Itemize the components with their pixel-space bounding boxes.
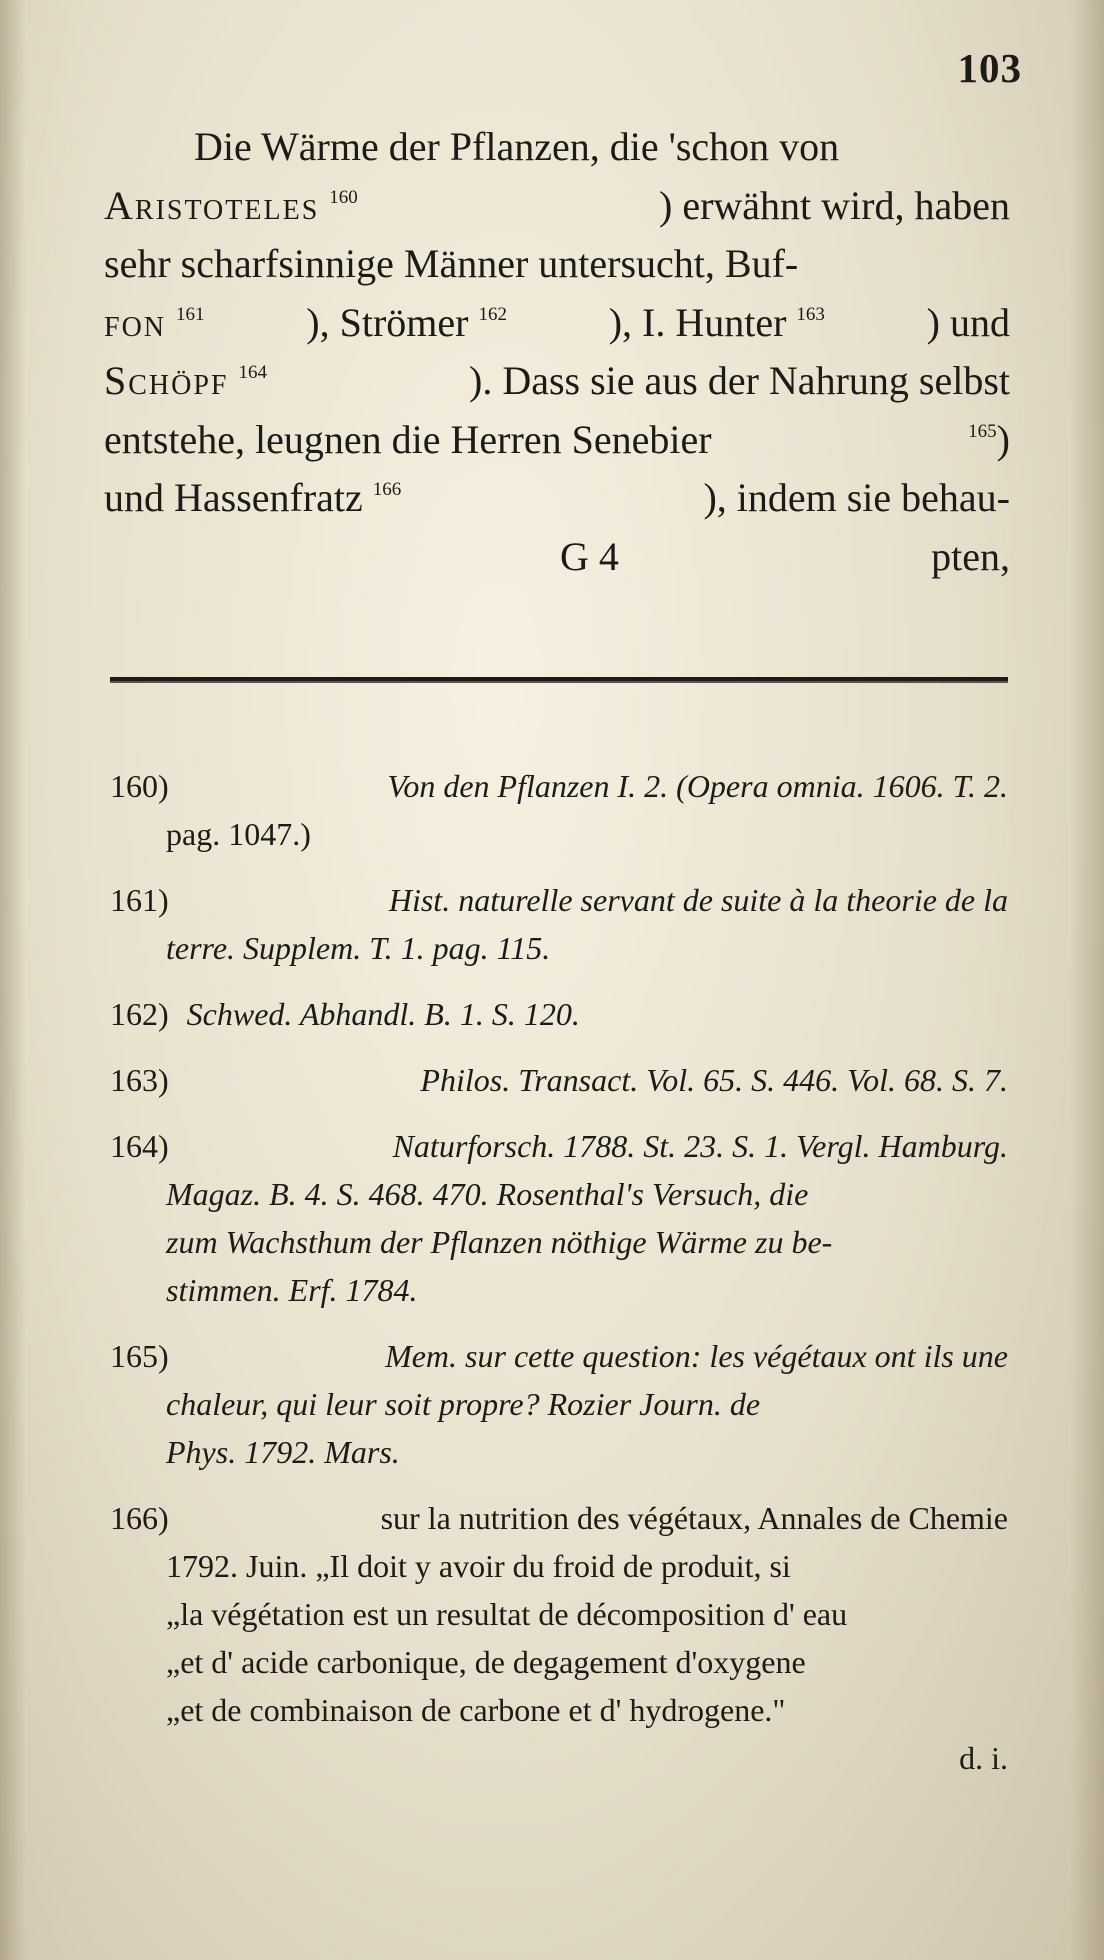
main-text-line — [104, 411, 1010, 470]
footnote-line — [110, 1380, 1008, 1428]
author-name-aristoteles: Aristoteles — [104, 182, 320, 228]
footnote-number: 162) — [110, 996, 169, 1032]
main-text-fragment — [104, 294, 205, 353]
main-text-fragment: ), indem sie behau- — [703, 475, 1010, 520]
footnote-line — [110, 1218, 1008, 1266]
main-text-line — [104, 177, 1010, 236]
footnote-line — [110, 1590, 1008, 1638]
footnote-line — [110, 1638, 1008, 1686]
main-text-fragment: ). Dass sie aus der Nahrung selbst — [469, 358, 1010, 403]
footnote-reference: 165 — [968, 420, 997, 442]
footnote-166 — [110, 1494, 1008, 1782]
footnote-160 — [110, 762, 1008, 858]
footnote-line — [110, 990, 1008, 1038]
closing-text: d. i. — [959, 1740, 1008, 1776]
footnote-text: „la végétation est un resultat de décomposition d' eau — [166, 1596, 848, 1632]
footnote-text: Hist. naturelle servant de suite à la theorie de la — [388, 882, 1008, 918]
footnote-text: Von den Pflanzen I. 2. (Opera omnia. 1606. T. 2. — [387, 768, 1008, 804]
main-text-fragment — [104, 177, 358, 236]
main-text-line — [104, 352, 1010, 411]
footnote-164 — [110, 1122, 1008, 1314]
main-text-fragment — [104, 352, 267, 411]
main-text-fragment — [306, 294, 507, 353]
main-body-text — [104, 118, 1010, 586]
footnote-reference: 164 — [238, 362, 268, 383]
footnote-text: Magaz. B. 4. S. 468. 470. Rosenthal's Versuch, die — [166, 1176, 809, 1212]
author-name-hassenfratz: und Hassenfratz — [104, 475, 363, 520]
footnote-number: 166) — [110, 1500, 169, 1536]
footnote-line — [110, 1122, 1008, 1170]
footnote-text: Phys. 1792. Mars. — [166, 1434, 400, 1470]
footnote-number: 163) — [110, 1062, 169, 1098]
footnote-text: Schwed. Abhandl. B. 1. S. 120. — [186, 996, 580, 1032]
author-name-schopf: Schöpf — [104, 358, 229, 403]
footnote-161 — [110, 876, 1008, 972]
main-text-fragment — [609, 294, 825, 353]
main-text-line — [104, 469, 1010, 528]
footnote-line — [110, 1056, 1008, 1104]
footnote-text: Naturforsch. 1788. St. 23. S. 1. Vergl. Hamburg. — [392, 1128, 1008, 1164]
signature-line — [104, 528, 1010, 587]
main-text-line — [104, 294, 1010, 353]
footnote-line — [110, 1428, 1008, 1476]
main-text-fragment: sehr scharfsinnige Männer untersucht, Buf- — [104, 241, 799, 286]
footnote-text: terre. Supplem. T. 1. pag. 115. — [166, 930, 551, 966]
footnote-line — [110, 1734, 1008, 1782]
footnote-line — [110, 924, 1008, 972]
author-name-buffon: fon — [104, 299, 167, 345]
footnote-line — [110, 876, 1008, 924]
main-text-fragment: Die Wärme der Pflanzen, die 'schon von — [194, 124, 840, 169]
footnote-162 — [110, 990, 1008, 1038]
main-text-line — [104, 118, 1010, 177]
footnote-163 — [110, 1056, 1008, 1104]
author-name-stromer: ), Strömer — [306, 299, 469, 345]
footnote-line — [110, 1686, 1008, 1734]
footnote-reference: 161 — [176, 303, 205, 325]
footnote-line — [110, 1494, 1008, 1542]
footnote-line — [110, 1332, 1008, 1380]
footnote-line — [110, 1266, 1008, 1314]
footnote-text: pag. 1047.) — [166, 816, 311, 852]
footnote-text: stimmen. Erf. 1784. — [166, 1272, 418, 1308]
footnote-text: „et de combinaison de carbone et d' hydrogene." — [166, 1692, 786, 1728]
footnote-reference: 166 — [372, 479, 402, 500]
footnotes-section — [110, 762, 1008, 1800]
main-text-fragment: entstehe, leugnen die Herren Senebier — [104, 416, 712, 462]
footnote-line — [110, 1542, 1008, 1590]
main-text-fragment — [968, 411, 1010, 470]
footnote-separator-rule — [110, 677, 1008, 683]
footnote-number: 160) — [110, 768, 169, 804]
main-text-fragment: ) — [996, 416, 1010, 462]
footnote-text: Mem. sur cette question: les végétaux ont ils une — [385, 1338, 1008, 1374]
main-text-fragment — [104, 469, 401, 528]
footnote-reference: 163 — [796, 303, 825, 325]
footnote-line — [110, 762, 1008, 810]
footnote-number: 165) — [110, 1338, 169, 1374]
footnote-text: 1792. Juin. „Il doit y avoir du froid de produit, si — [166, 1548, 791, 1584]
footnote-line — [110, 1170, 1008, 1218]
catchword: pten, — [931, 533, 1010, 579]
main-text-fragment: ) erwähnt wird, haben — [659, 182, 1010, 228]
footnote-number: 161) — [110, 882, 169, 918]
footnote-reference: 162 — [478, 303, 507, 325]
footnote-text: Philos. Transact. Vol. 65. S. 446. Vol. 68. S. 7. — [420, 1062, 1008, 1098]
footnote-text: chaleur, qui leur soit propre? Rozier Journ. de — [166, 1386, 761, 1422]
footnote-text: sur la nutrition des végétaux, Annales de Chemie — [380, 1500, 1008, 1536]
footnote-165 — [110, 1332, 1008, 1476]
signature-mark: G 4 — [560, 533, 619, 579]
footnote-text: „et d' acide carbonique, de degagement d'oxygene — [166, 1644, 806, 1680]
footnote-reference: 160 — [329, 186, 358, 208]
author-name-hunter: ), I. Hunter — [608, 299, 787, 345]
footnote-line — [110, 810, 1008, 858]
footnote-number: 164) — [110, 1128, 169, 1164]
main-text-fragment: ) und — [926, 299, 1010, 345]
page-number: 103 — [957, 45, 1022, 91]
footnote-text: zum Wachsthum der Pflanzen nöthige Wärme zu be- — [166, 1224, 833, 1260]
main-text-line — [104, 235, 1010, 294]
